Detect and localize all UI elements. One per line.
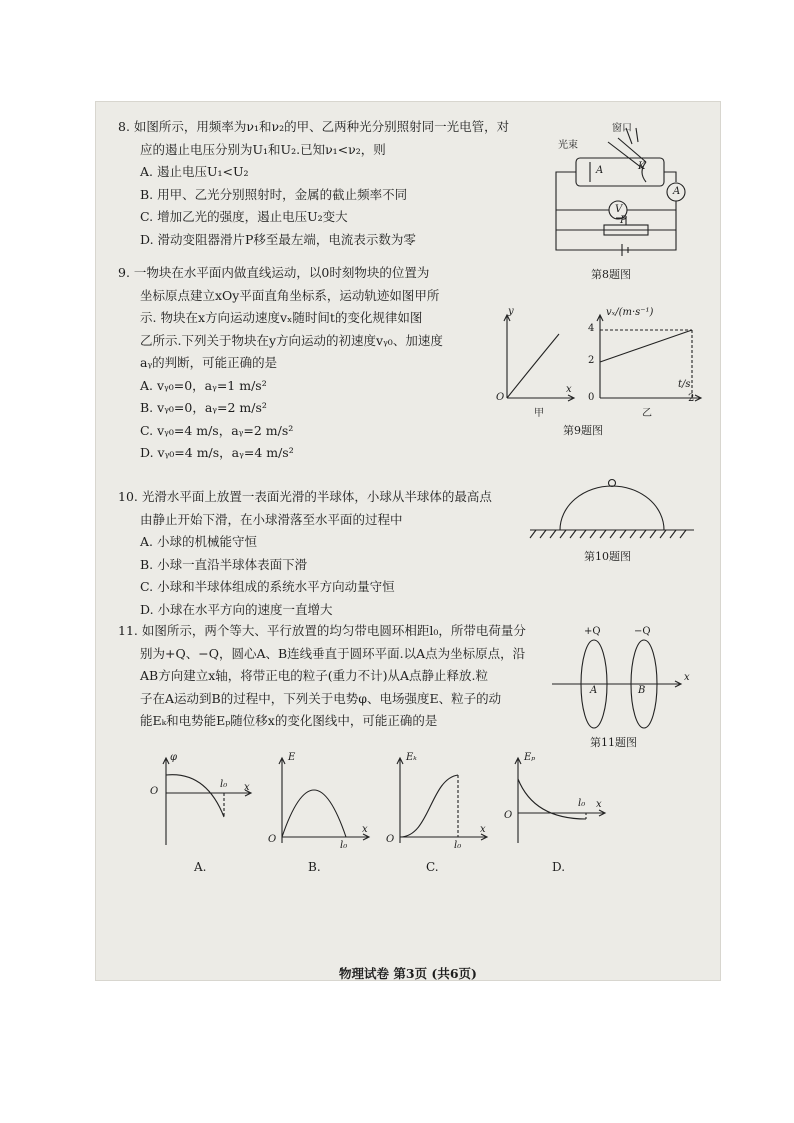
question-9-stem-line-2: 坐标原点建立xOy平面直角坐标系，运动轨迹如图甲所 [140, 287, 440, 303]
question-10-option-b: B. 小球一直沿半球体表面下滑 [140, 556, 308, 572]
figure-9-graph-a-name: 甲 [534, 408, 544, 419]
figure-11-minus-q: −Q [634, 626, 651, 637]
question-8-option-c: C. 增加乙光的强度，遏止电压U₂变大 [140, 209, 348, 224]
graph-c-option-label: C. [426, 860, 439, 874]
graph-c-origin: O [386, 834, 395, 845]
figure-9-graph-trajectory [501, 312, 576, 402]
graph-d-option-label: D. [552, 860, 566, 874]
figure-10-hemisphere [528, 450, 698, 540]
graph-d-l0: l₀ [578, 798, 586, 809]
graph-d-origin: O [504, 810, 513, 821]
figure-9-graph-b-y-label: vₓ/(m·s⁻¹) [606, 307, 654, 318]
phototube [576, 158, 664, 186]
question-9-stem-line-4: 乙所示.下列关于物块在y方向运动的初速度vᵧ₀、加速度 [140, 332, 443, 348]
hemisphere [560, 486, 664, 530]
figure-8-caption: 第8题图 [591, 268, 631, 281]
potential-curve [166, 775, 224, 817]
question-10 [118, 486, 492, 621]
graph-a-x-label: x [244, 782, 250, 793]
graph-a-origin: O [150, 786, 159, 797]
question-8 [118, 116, 509, 251]
figure-9-graph-b-tick-4: 4 [588, 323, 595, 334]
figure-8-beam-label: 光束 [558, 140, 578, 151]
graph-d-x-label: x [596, 799, 602, 810]
figure-8-window-label: 窗口 [612, 123, 632, 134]
question-10-option-a: A. 小球的机械能守恒 [140, 534, 257, 549]
figure-9-graph-b-tick-2: 2 [588, 355, 595, 366]
figure-9-caption: 第9题图 [563, 424, 603, 437]
question-8-option-d: D. 滑动变阻器滑片P移至最左端，电流表示数为零 [140, 231, 416, 247]
ground-hatching [530, 530, 686, 538]
figure-11-plus-q: +Q [584, 626, 601, 637]
figure-11-caption: 第11题图 [590, 736, 637, 749]
kinetic-curve [400, 775, 458, 837]
trajectory-curve [507, 334, 559, 398]
question-8-stem-line-2: 应的遏止电压分别为U₁和U₂.已知ν₁<ν₂，则 [140, 141, 386, 157]
graph-b-l0: l₀ [340, 840, 348, 851]
graph-a-option-label: A. [194, 860, 207, 874]
figure-10-caption: 第10题图 [584, 550, 631, 563]
graph-c-x-label: x [480, 824, 486, 835]
question-8-option-a: A. 遏止电压U₁<U₂ [140, 164, 249, 179]
question-8-stem-line-1: 8. 如图所示，用频率为ν₁和ν₂的甲、乙两种光分别照射同一光电管，对 [118, 119, 510, 134]
question-11-stem-line-4: 子在A运动到B的过程中，下列关于电势φ、电场强度E、粒子的动 [140, 690, 502, 706]
figure-9-graph-b-origin: 0 [588, 392, 595, 403]
light-ray-1 [608, 142, 642, 168]
question-9-stem-line-5: aᵧ的判断，可能正确的是 [140, 355, 278, 370]
question-10-option-d: D. 小球在水平方向的速度一直增大 [140, 601, 333, 617]
graph-c-kinetic [392, 757, 492, 847]
figure-9-graph-a-x-label: x [566, 384, 572, 395]
graph-b-origin: O [268, 834, 277, 845]
figure-11-point-a: A [590, 685, 598, 696]
question-8-option-b: B. 用甲、乙光分别照射时，金属的截止频率不同 [140, 186, 408, 202]
question-11-stem-line-2: 别为+Q、−Q，圆心A、B连线垂直于圆环平面.以A点为坐标原点，沿 [140, 645, 526, 661]
question-9-option-a: A. vᵧ₀=0，aᵧ=1 m/s² [140, 377, 267, 393]
question-10-stem-line-2: 由静止开始下滑，在小球滑落至水平面的过程中 [140, 511, 403, 527]
question-10-option-c: C. 小球和半球体组成的系统水平方向动量守恒 [140, 579, 395, 594]
question-9-option-b: B. vᵧ₀=0，aᵧ=2 m/s² [140, 400, 267, 415]
figure-9-graph-b-x-label: t/s [678, 379, 691, 390]
page-footer: 物理试卷 第3页 (共6页) [339, 966, 477, 980]
figure-8-label-k: K [638, 161, 646, 172]
figure-9-graph-a-y-label: y [508, 306, 514, 317]
window-line-2 [636, 128, 638, 142]
figure-9-graph-b-name: 乙 [642, 408, 652, 419]
figure-11-point-b: B [638, 685, 646, 696]
question-9-stem-line-1: 9. 一物块在水平面内做直线运动，以0时刻物块的位置为 [118, 265, 430, 280]
velocity-line [600, 330, 692, 362]
question-11-stem-line-1: 11. 如图所示，两个等大、平行放置的均匀带电圆环相距l₀，所带电荷量分 [118, 623, 526, 638]
figure-8-label-voltmeter: V [615, 204, 623, 215]
figure-11-x-label: x [684, 672, 690, 683]
wire-right [664, 172, 676, 182]
question-11 [118, 620, 526, 733]
graph-b-y-label: E [288, 752, 296, 763]
graph-d-y-label: Eₚ [524, 752, 536, 763]
figure-9-graph-a-origin: O [496, 392, 505, 403]
graph-a-l0: l₀ [220, 779, 228, 790]
figure-8-label-a: A [596, 165, 604, 176]
graph-b-x-label: x [362, 824, 368, 835]
figure-11-rings [548, 632, 698, 732]
question-11-stem-line-3: AB方向建立x轴，将带正电的粒子(重力不计)从A点静止释放.粒 [140, 668, 489, 683]
graph-a-potential [156, 757, 256, 847]
exam-page [96, 102, 720, 980]
question-11-stem-line-5: 能Eₖ和电势能Eₚ随位移x的变化图线中，可能正确的是 [140, 713, 438, 728]
figure-8-label-ammeter: A [673, 186, 681, 197]
graph-b-field [274, 757, 374, 847]
field-curve [282, 790, 346, 837]
graph-d-potential-energy [510, 757, 610, 847]
figure-9-graph-b-tick-t2: 2 [688, 393, 695, 404]
question-9-stem-line-3: 示. 物块在x方向运动速度vₓ随时间t的变化规律如图 [140, 310, 423, 325]
figure-8-label-p: P [620, 215, 627, 226]
question-9-option-c: C. vᵧ₀=4 m/s，aᵧ=2 m/s² [140, 422, 294, 438]
graph-b-option-label: B. [308, 860, 321, 874]
question-9-option-d: D. vᵧ₀=4 m/s，aᵧ=4 m/s² [140, 445, 294, 460]
question-10-stem-line-1: 10. 光滑水平面上放置一表面光滑的半球体，小球从半球体的最高点 [118, 489, 492, 504]
question-9 [118, 262, 443, 465]
graph-a-y-label: φ [170, 752, 178, 763]
graph-c-y-label: Eₖ [406, 752, 417, 763]
graph-c-l0: l₀ [454, 840, 462, 851]
